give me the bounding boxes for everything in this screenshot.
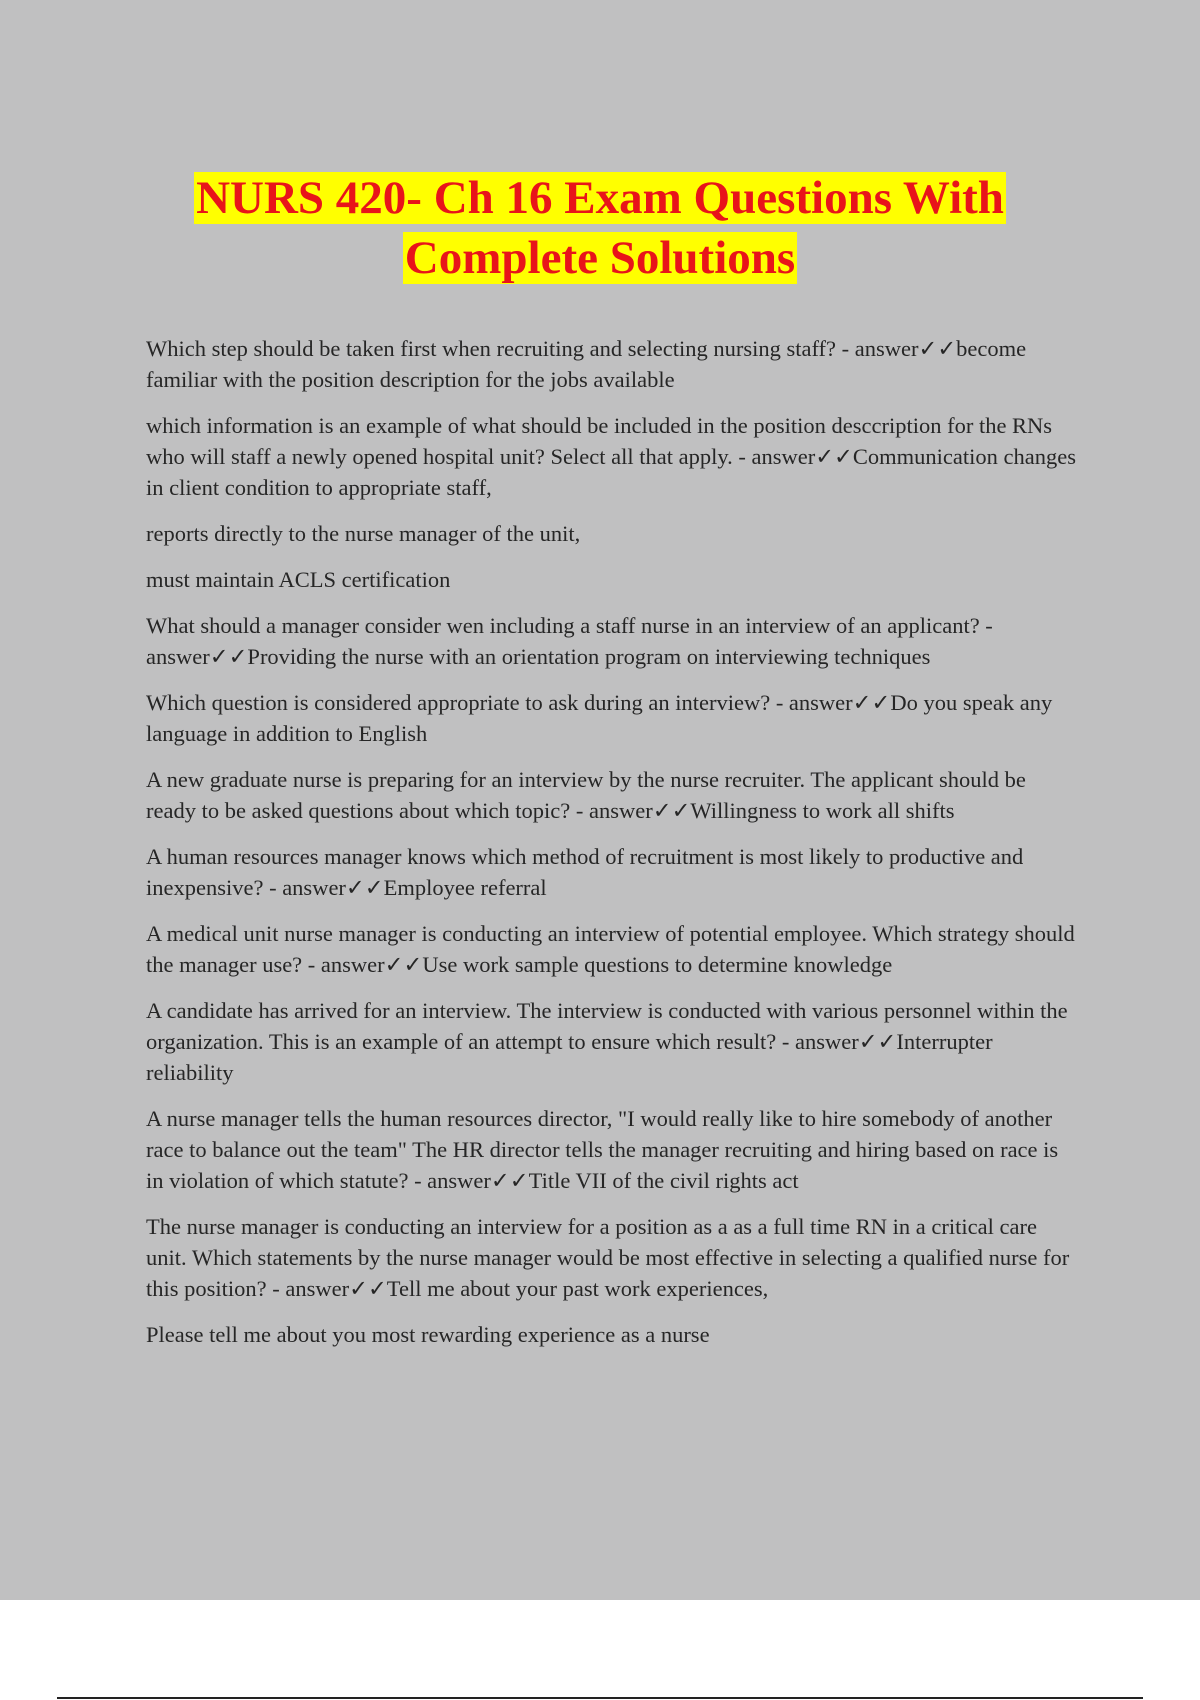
qa-paragraph: A medical unit nurse manager is conducting an interview of potential employee. Which strategy should the manager use? - answer✓✓Use work sample questions to determine knowledge [146, 921, 1075, 977]
qa-paragraph: A human resources manager knows which method of recruitment is most likely to productive and inexpensive? - answer✓✓Employee referral [146, 844, 1024, 900]
qa-paragraph: Which question is considered appropriate to ask during an interview? - answer✓✓Do you speak any language in addition to English [146, 690, 1053, 746]
qa-paragraph: The nurse manager is conducting an interview for a position as a as a full time RN in a critical care unit. Which statements by the nurse manager would be most effective in selecting a qualified nurse for this position? - answer✓✓Tell me about your past work experiences, [146, 1214, 1070, 1301]
qa-paragraph: Please tell me about you most rewarding experience as a nurse [146, 1322, 710, 1347]
title-line-2: Complete Solutions [404, 232, 796, 284]
qa-paragraph: must maintain ACLS certification [146, 567, 451, 592]
qa-paragraph: A candidate has arrived for an interview. The interview is conducted with various personnel within the organization. This is an example of an attempt to ensure which result? - answer✓✓Interrupter reliability [146, 998, 1068, 1085]
qa-paragraph: What should a manager consider wen including a staff nurse in an interview of an applicant? - answer✓✓Providing the nurse with an orientation program on interviewing techniques [146, 613, 993, 669]
qa-paragraph: Which step should be taken first when recruiting and selecting nursing staff? - answer✓✓become familiar with the position description for the jobs available [146, 336, 1027, 392]
question-answer-list [146, 333, 1081, 1365]
qa-paragraph: reports directly to the nurse manager of the unit, [146, 521, 581, 546]
qa-paragraph: A new graduate nurse is preparing for an interview by the nurse recruiter. The applicant should be ready to be asked questions about which topic? - answer✓✓Willingness to work all shifts [146, 767, 1026, 823]
qa-paragraph: A nurse manager tells the human resources director, "I would really like to hire somebody of another race to balance out the team" The HR director tells the manager recruiting and hiring based on race is in violation of which statute? - answer✓✓Title VII of the civil rights act [146, 1106, 1059, 1193]
title-line-1: NURS 420- Ch 16 Exam Questions With [196, 172, 1004, 224]
footer-divider [57, 1697, 1143, 1699]
qa-paragraph: which information is an example of what should be included in the position desccription for the RNs who will staff a newly opened hospital unit? Select all that apply. - answer✓✓Communication changes in client condition to appropriate staff, [146, 413, 1076, 500]
document-title [0, 168, 1200, 288]
